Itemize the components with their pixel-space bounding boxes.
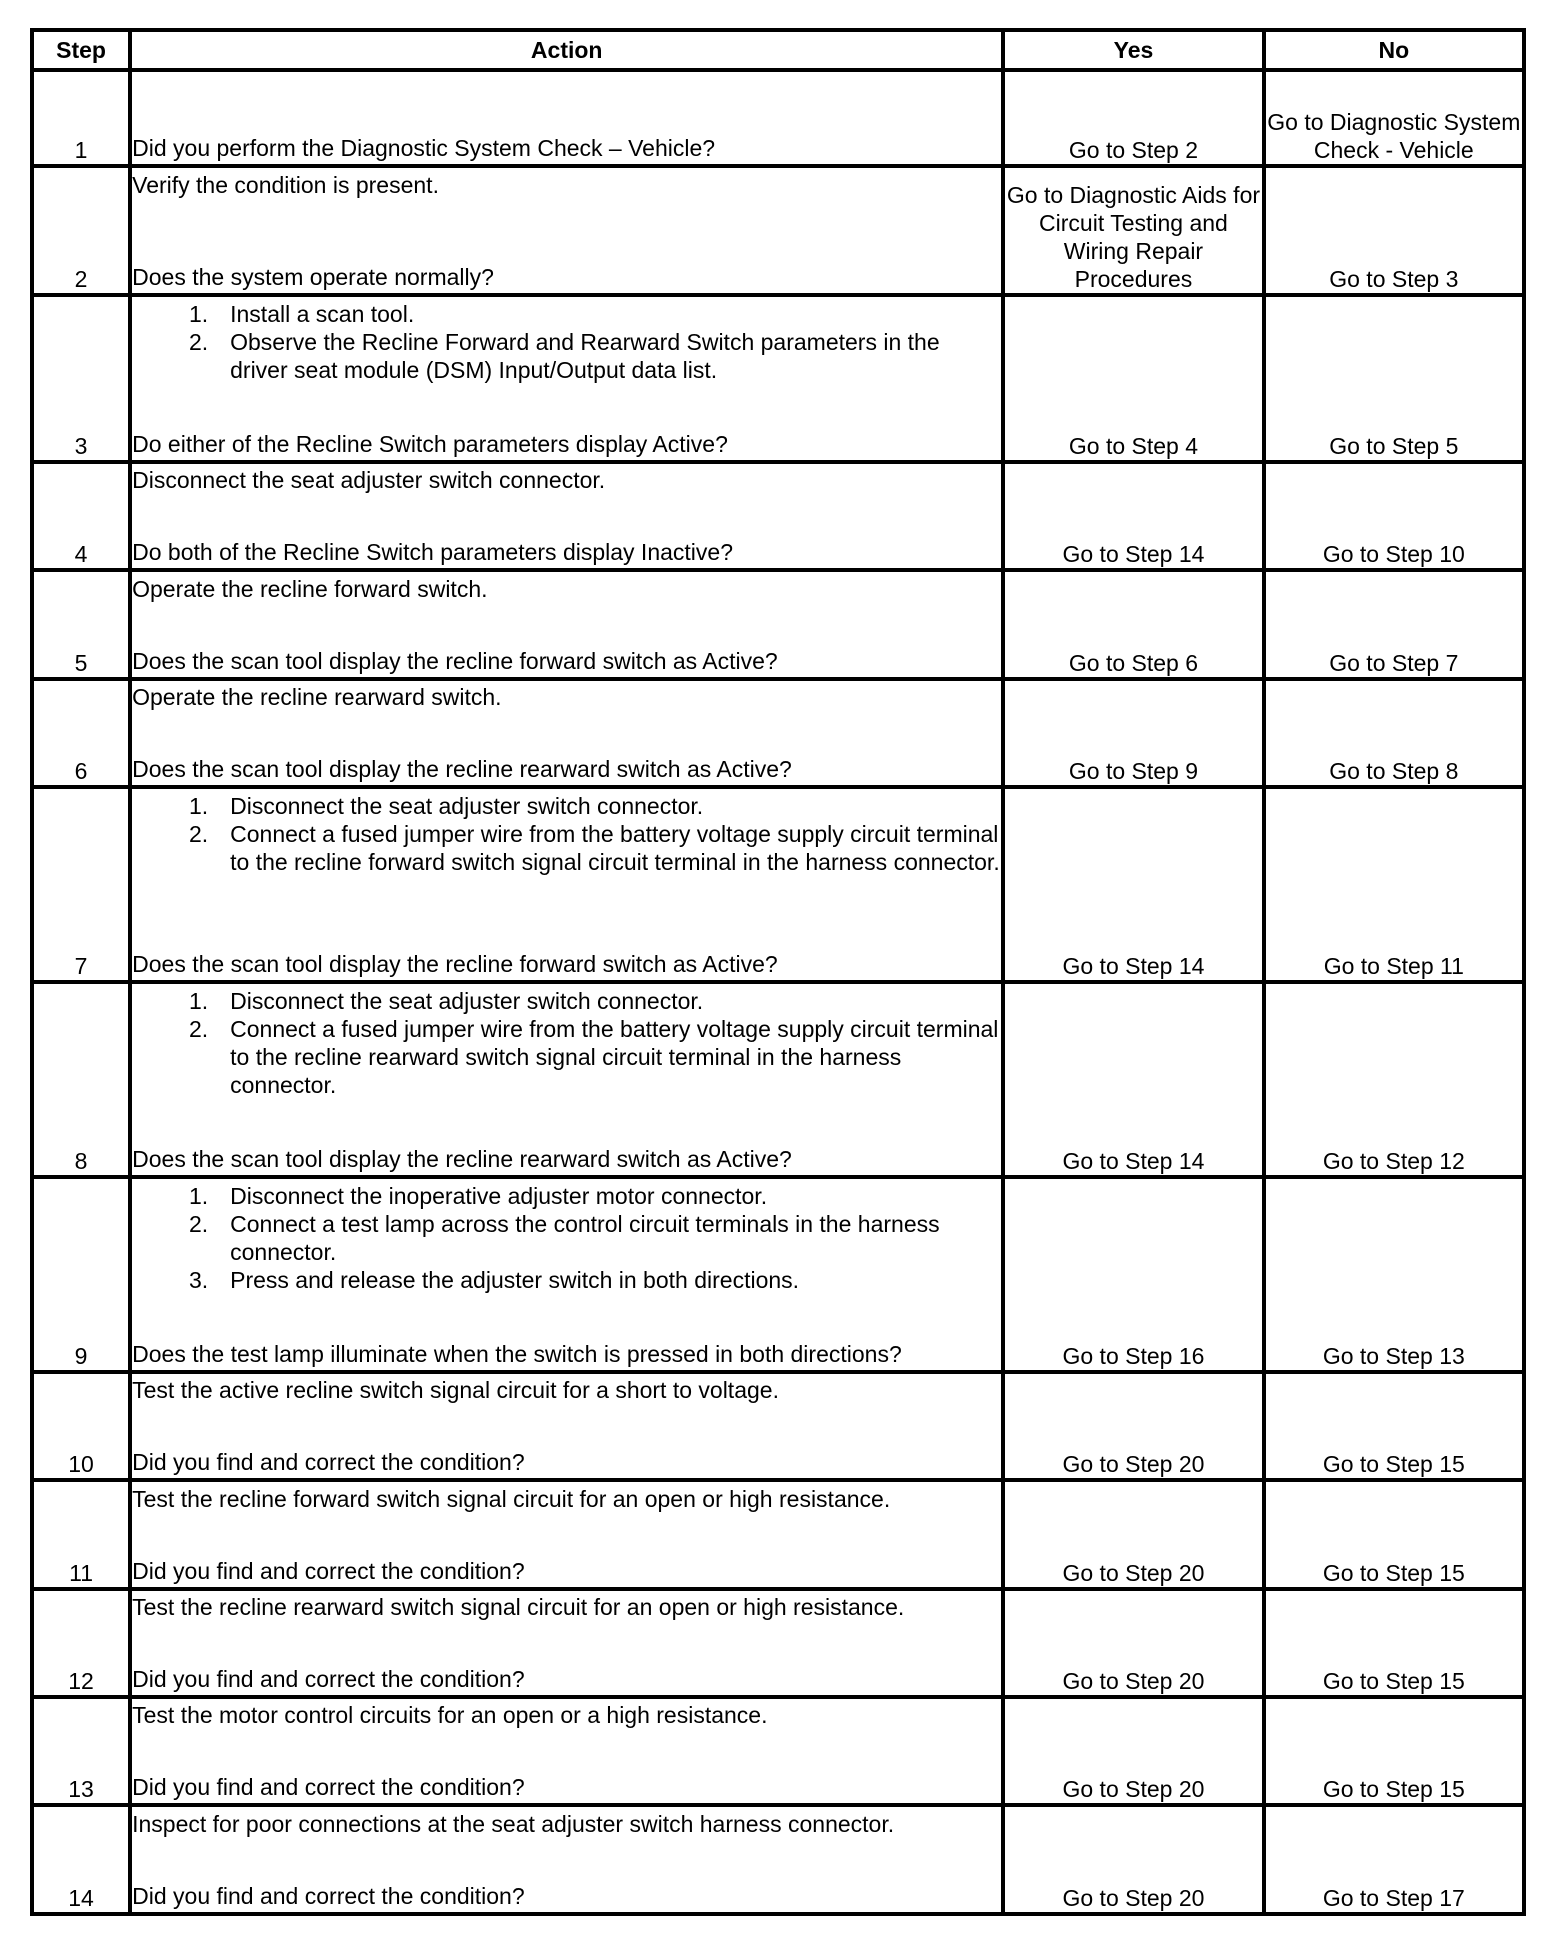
step-number: 6 [32,679,130,787]
step-number: 9 [32,1177,130,1372]
no-result: Go to Step 5 [1264,295,1524,462]
action-step-item [132,328,1001,384]
action-question: Does the system operate normally? [132,263,494,290]
action-step-number: 3. [188,1266,209,1293]
table-row [32,462,1524,570]
action-question: Did you find and correct the condition? [132,1449,525,1476]
action-step-item [132,1266,1001,1294]
no-result: Go to Step 13 [1264,1177,1524,1372]
action-question: Did you find and correct the condition? [132,1557,525,1584]
action-question: Did you find and correct the condition? [132,1774,525,1801]
action-step-item [132,1015,1001,1099]
action-step-item [132,792,1001,820]
action-question: Do both of the Recline Switch parameters display Inactive? [132,539,733,566]
action-step-text: Disconnect the seat adjuster switch connector. [230,987,704,1014]
no-result: Go to Step 15 [1264,1372,1524,1480]
action-step-number: 2. [188,820,209,847]
action-step-item [132,820,1001,876]
action-cell [130,1697,1003,1805]
step-number: 2 [32,166,130,295]
action-step-text: Install a scan tool. [230,300,415,327]
action-question: Does the scan tool display the recline forward switch as Active? [132,647,778,674]
step-number: 3 [32,295,130,462]
header-step: Step [32,30,130,70]
no-result: Go to Step 8 [1264,679,1524,787]
action-cell [130,679,1003,787]
action-cell [130,166,1003,295]
no-result: Go to Step 15 [1264,1697,1524,1805]
step-number: 13 [32,1697,130,1805]
table-row [32,1372,1524,1480]
no-result: Go to Step 3 [1264,166,1524,295]
yes-result: Go to Step 20 [1003,1372,1263,1480]
action-step-item [132,1210,1001,1266]
header-no: No [1264,30,1524,70]
yes-result: Go to Step 14 [1003,982,1263,1177]
action-question: Does the test lamp illuminate when the switch is pressed in both directions? [132,1340,902,1367]
no-result: Go to Diagnostic System Check - Vehicle [1264,70,1524,166]
action-question: Did you perform the Diagnostic System Check – Vehicle? [132,135,716,162]
action-step-number: 1. [188,1182,209,1209]
action-step-text: Connect a fused jumper wire from the battery voltage supply circuit terminal to the recline forward switch signal circuit terminal in the harness connector. [230,820,1000,875]
action-cell [130,462,1003,570]
action-instruction: Test the motor control circuits for an open or a high resistance. [132,1702,768,1729]
header-row [32,30,1524,70]
action-step-number: 1. [188,792,209,819]
step-number: 11 [32,1480,130,1588]
action-step-text: Connect a test lamp across the control circuit terminals in the harness connector. [230,1210,940,1265]
action-steps-list [132,987,1001,1099]
action-cell [130,1480,1003,1588]
action-instruction: Test the recline rearward switch signal circuit for an open or high resistance. [132,1594,905,1621]
action-instruction: Operate the recline forward switch. [132,575,488,602]
step-number: 8 [32,982,130,1177]
step-number: 4 [32,462,130,570]
table-row [32,1697,1524,1805]
no-result: Go to Step 10 [1264,462,1524,570]
action-instruction: Inspect for poor connections at the seat adjuster switch harness connector. [132,1811,895,1837]
action-step-item [132,300,1001,328]
action-step-text: Disconnect the seat adjuster switch connector. [230,792,704,819]
table-row [32,787,1524,982]
action-step-number: 1. [188,300,209,327]
yes-result: Go to Step 20 [1003,1697,1263,1805]
action-question: Did you find and correct the condition? [132,1666,525,1693]
action-step-number: 1. [188,987,209,1014]
action-step-number: 2. [188,1015,209,1042]
step-number: 14 [32,1805,130,1914]
action-step-number: 2. [188,328,209,355]
yes-result: Go to Step 20 [1003,1480,1263,1588]
table-row [32,295,1524,462]
yes-result: Go to Step 14 [1003,787,1263,982]
action-question: Does the scan tool display the recline forward switch as Active? [132,950,778,977]
action-step-number: 2. [188,1210,209,1237]
yes-result: Go to Step 4 [1003,295,1263,462]
step-number: 7 [32,787,130,982]
yes-result: Go to Step 20 [1003,1589,1263,1697]
table-row [32,70,1524,166]
header-action: Action [130,30,1003,70]
action-cell [130,982,1003,1177]
no-result: Go to Step 11 [1264,787,1524,982]
action-instruction: Verify the condition is present. [132,171,439,198]
no-result: Go to Step 7 [1264,570,1524,678]
header-yes: Yes [1003,30,1263,70]
yes-result: Go to Step 16 [1003,1177,1263,1372]
action-question: Does the scan tool display the recline rearward switch as Active? [132,756,792,783]
action-step-text: Connect a fused jumper wire from the battery voltage supply circuit terminal to the recline rearward switch signal circuit terminal in the harness connector. [230,1015,999,1098]
action-cell [130,70,1003,166]
table-row [32,679,1524,787]
table-row [32,982,1524,1177]
table-row [32,1177,1524,1372]
yes-result: Go to Step 14 [1003,462,1263,570]
diagnostic-table [30,28,1526,1916]
action-question: Do either of the Recline Switch parameters display Active? [132,430,728,457]
step-number: 1 [32,70,130,166]
no-result: Go to Step 15 [1264,1589,1524,1697]
no-result: Go to Step 15 [1264,1480,1524,1588]
action-step-text: Press and release the adjuster switch in both directions. [230,1266,800,1293]
yes-result: Go to Step 9 [1003,679,1263,787]
action-step-text: Observe the Recline Forward and Rearward Switch parameters in the driver seat module (DSM) Input/Output data list. [230,328,940,383]
action-steps-list [132,792,1001,876]
action-cell [130,1177,1003,1372]
action-step-item [132,987,1001,1015]
table-row [32,570,1524,678]
action-cell [130,1372,1003,1480]
yes-result: Go to Step 6 [1003,570,1263,678]
action-cell [130,1805,1003,1914]
table-row [32,1805,1524,1914]
action-cell [130,570,1003,678]
table-row [32,1589,1524,1697]
no-result: Go to Step 12 [1264,982,1524,1177]
step-number: 10 [32,1372,130,1480]
action-step-text: Disconnect the inoperative adjuster motor connector. [230,1182,768,1209]
step-number: 5 [32,570,130,678]
action-question: Does the scan tool display the recline rearward switch as Active? [132,1145,792,1172]
action-instruction: Test the active recline switch signal circuit for a short to voltage. [132,1377,779,1404]
action-steps-list [132,1182,1001,1294]
yes-result: Go to Step 20 [1003,1805,1263,1914]
action-instruction: Test the recline forward switch signal circuit for an open or high resistance. [132,1485,891,1512]
table-body [32,70,1524,1914]
action-cell [130,1589,1003,1697]
action-step-item [132,1182,1001,1210]
action-cell [130,787,1003,982]
action-question: Did you find and correct the condition? [132,1883,525,1909]
table-row [32,166,1524,295]
action-steps-list [132,300,1001,384]
table-row [32,1480,1524,1588]
no-result: Go to Step 17 [1264,1805,1524,1914]
action-instruction: Disconnect the seat adjuster switch connector. [132,467,606,494]
step-number: 12 [32,1589,130,1697]
action-instruction: Operate the recline rearward switch. [132,684,502,711]
yes-result: Go to Step 2 [1003,70,1263,166]
action-cell [130,295,1003,462]
yes-result: Go to Diagnostic Aids for Circuit Testing and Wiring Repair Procedures [1003,166,1263,295]
